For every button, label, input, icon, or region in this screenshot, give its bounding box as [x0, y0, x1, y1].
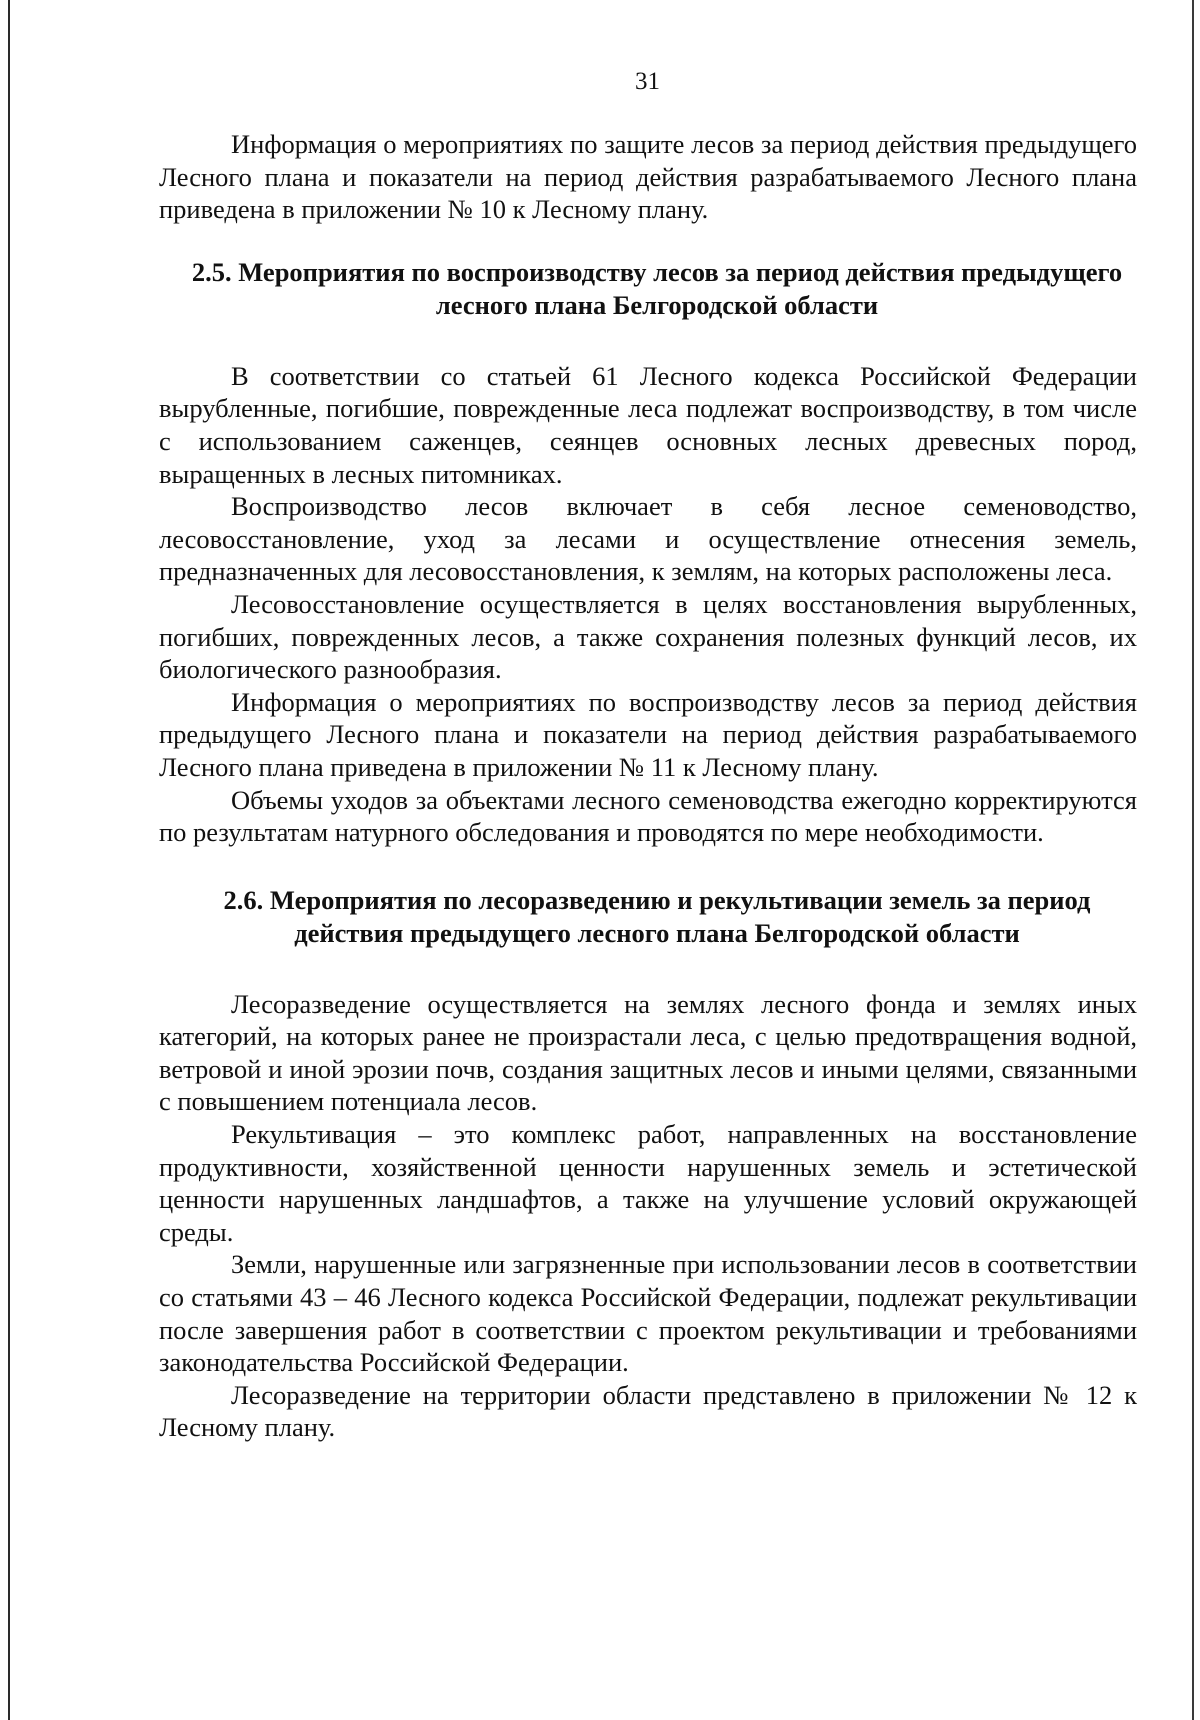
section-2-6-heading: 2.6. Мероприятия по лесоразведению и рекультивации земель за период действия предыдущего лесного плана Белгородской области: [223, 884, 1091, 948]
section-2-6-paragraph: Лесоразведение осуществляется на землях лесного фонда и землях иных категорий, на которых ранее не произрастали леса, с целью предотвращения водной, ветровой и иной эрозии почв, создания защитных лесов и иными целями, связанными с повышением потенциала лесов.: [159, 988, 1137, 1117]
intro-paragraph: Информация о мероприятиях по защите лесов за период действия предыдущего Лесного плана и показатели на период действия разрабатываемого Лесного плана приведена в приложении № 10 к Лесному плану.: [159, 129, 1137, 225]
section-2-6-paragraph: Рекультивация – это комплекс работ, направленных на восстановление продуктивности, хозяйственной ценности нарушенных земель и эстетической ценности нарушенных ландшафтов, а также на улучшение условий окружающей среды.: [159, 1119, 1137, 1247]
scan-edge-left: [8, 0, 10, 1720]
document-body: [159, 128, 1137, 1444]
section-2-5-heading: 2.5. Мероприятия по воспроизводству лесов за период действия предыдущего лесного плана Белгородской области: [191, 256, 1123, 320]
section-2-6-paragraph: Земли, нарушенные или загрязненные при использовании лесов в соответствии со статьями 43 – 46 Лесного кодекса Российской Федерации, подлежат рекультивации после завершения работ в соответствии с проектом рекультивации и требованиями законодательства Российской Федерации.: [159, 1249, 1137, 1378]
section-2-5-paragraph: Объемы уходов за объектами лесного семеноводства ежегодно корректируются по результатам натурного обследования и проводятся по мере необходимости.: [159, 784, 1137, 848]
section-2-5-paragraph: Воспроизводство лесов включает в себя лесное семеноводство, лесовосстановление, уход за лесами и осуществление отнесения земель, предназначенных для лесовосстановления, к землям, на которых расположены леса.: [159, 491, 1137, 587]
scan-edge-right: [1192, 0, 1194, 1720]
section-2-6-paragraph: Лесоразведение на территории области представлено в приложении № 12 к Лесному плану.: [159, 1379, 1137, 1443]
page-number: 31: [635, 68, 660, 95]
section-2-5-paragraph: Информация о мероприятиях по воспроизводству лесов за период действия предыдущего Лесного плана и показатели на период действия разрабатываемого Лесного плана приведена в приложении № 11 к Лесному плану.: [159, 686, 1137, 782]
section-2-5-paragraph: В соответствии со статьей 61 Лесного кодекса Российской Федерации вырубленные, погибшие, поврежденные леса подлежат воспроизводству, в том числе с использованием саженцев, сеянцев основных лесных древесных пород, выращенных в лесных питомниках.: [159, 360, 1137, 489]
section-2-5-paragraph: Лесовосстановление осуществляется в целях восстановления вырубленных, погибших, поврежденных лесов, а также сохранения полезных функций лесов, их биологического разнообразия.: [159, 588, 1137, 685]
